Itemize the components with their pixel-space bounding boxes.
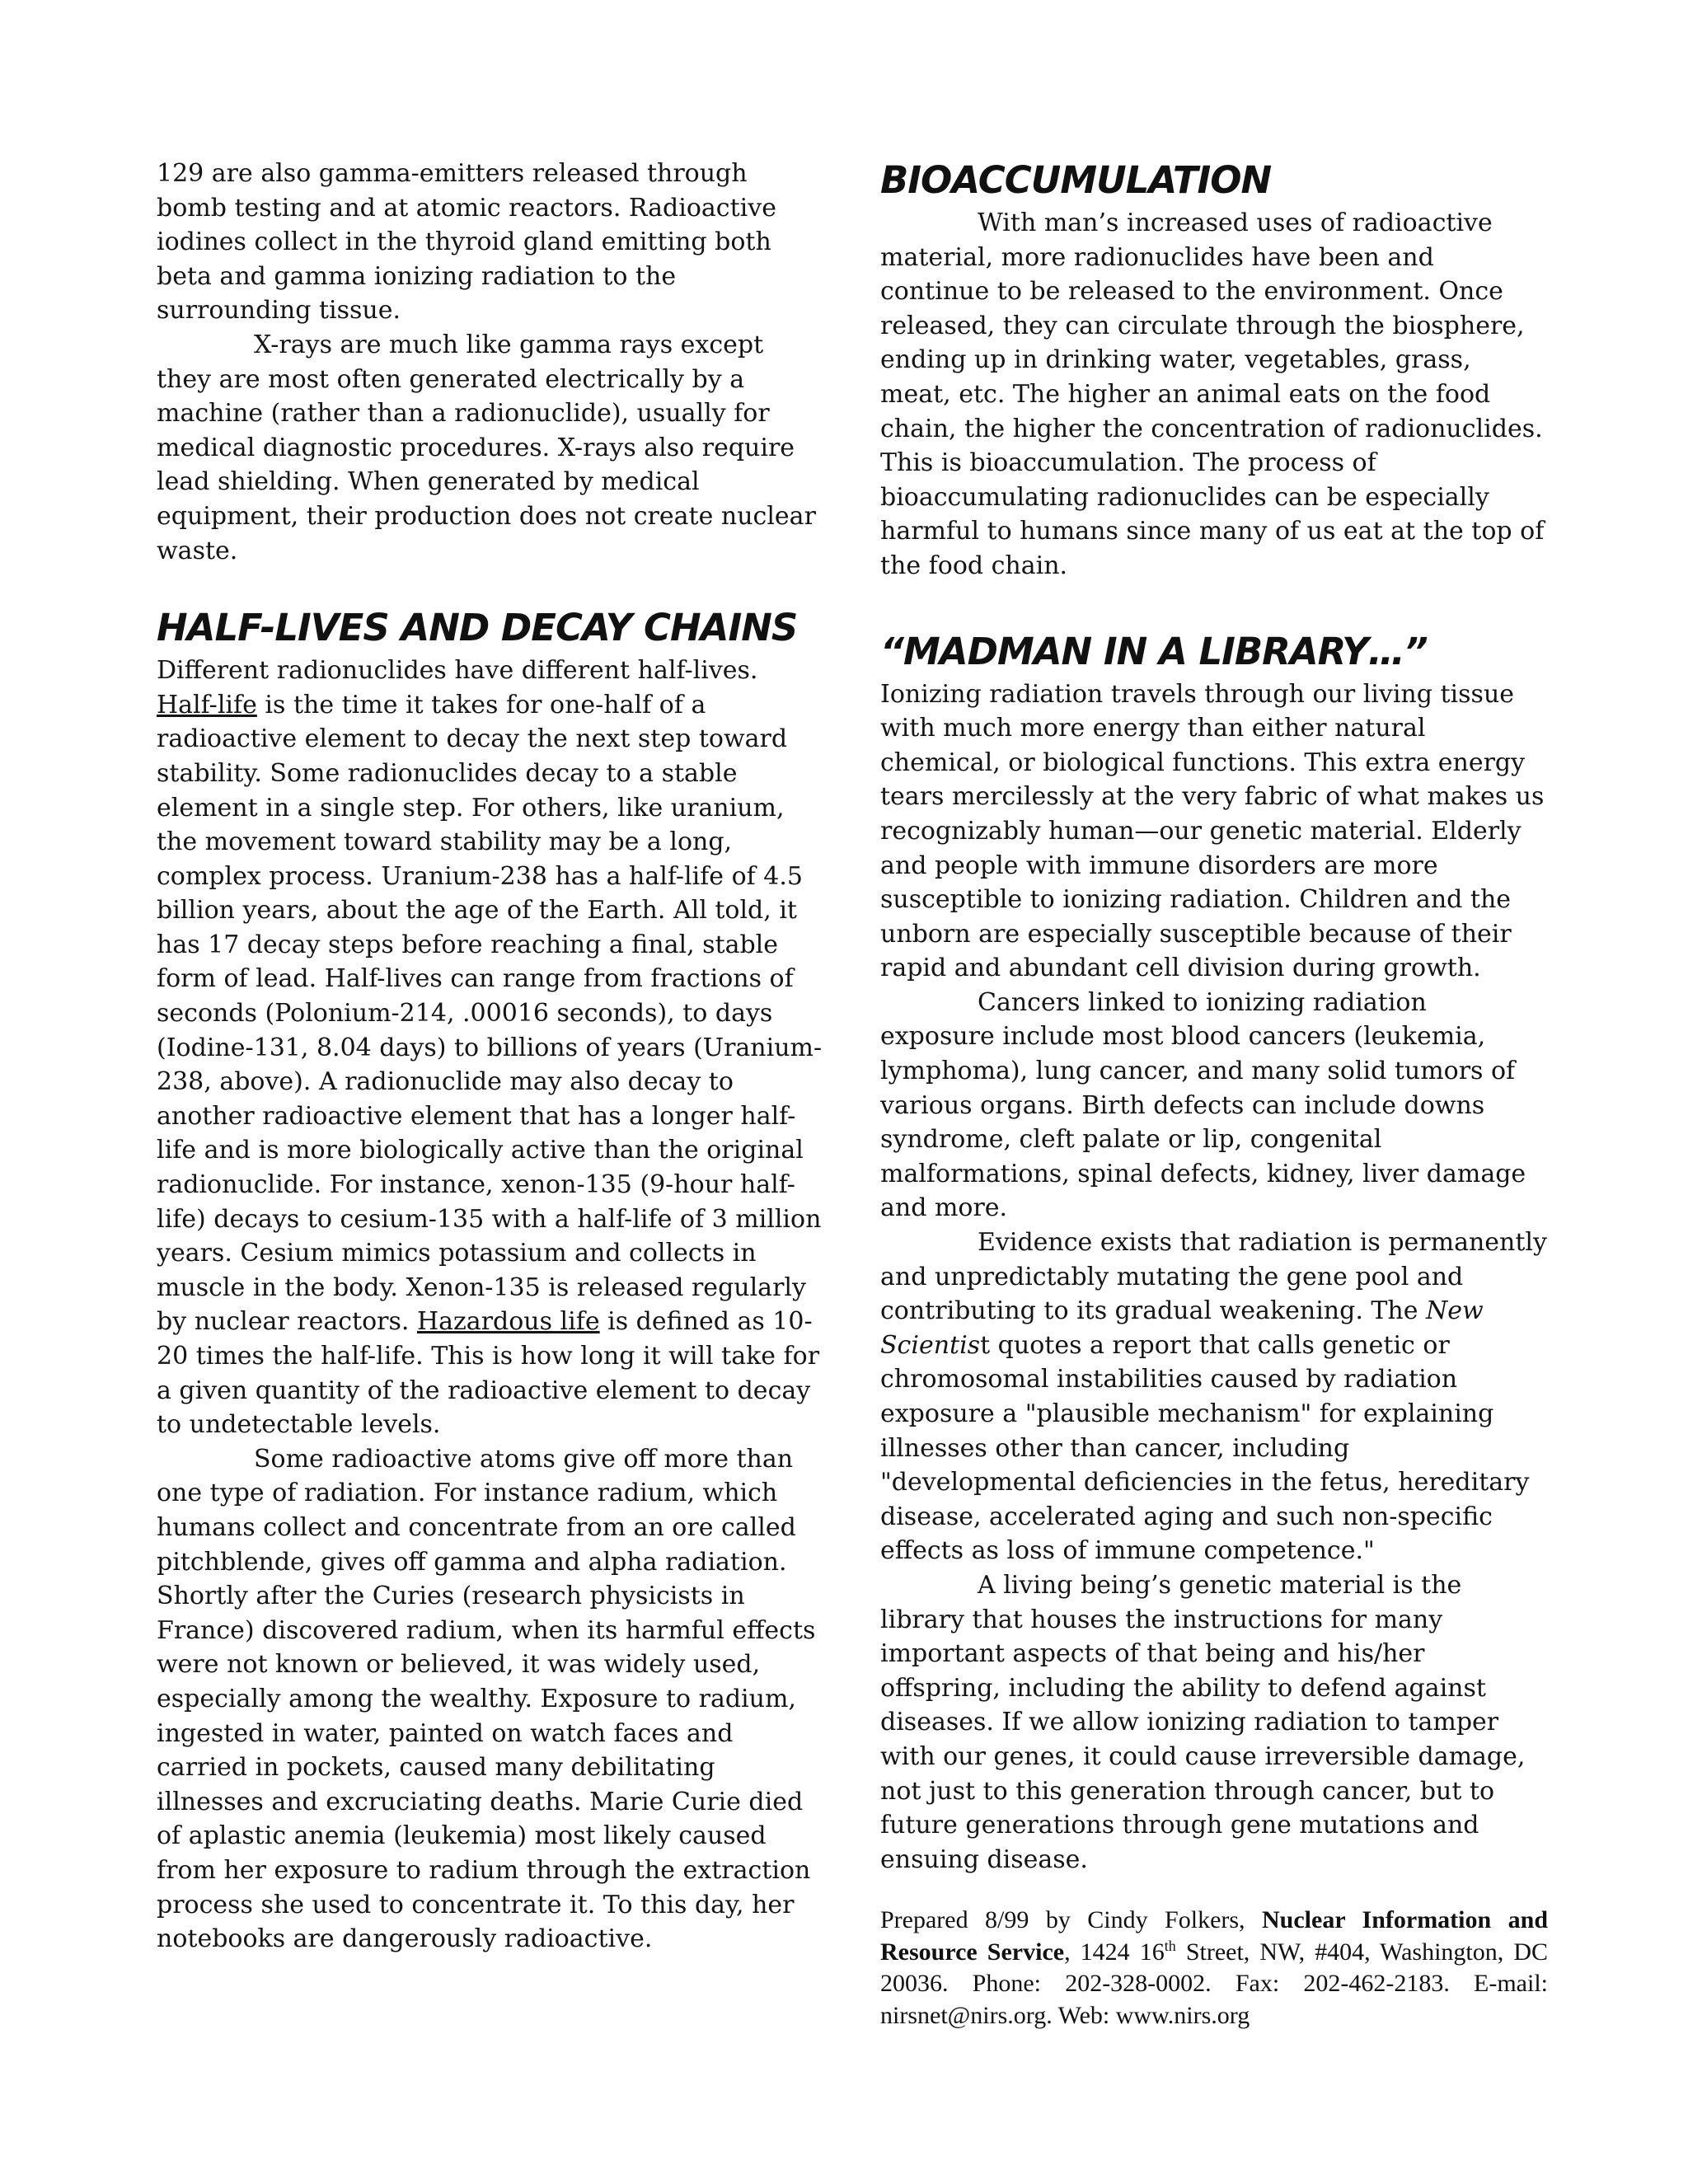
footer-org-name: Nuclear Information and Resource Service xyxy=(880,1906,1549,1966)
footer-address-a: , 1424 16 xyxy=(1064,1938,1165,1966)
footer-credits xyxy=(880,1905,1548,2032)
half-lives-text-c: is defined as 10-20 times the half-life. This is how long it will take for a given quantity of the radioactive element to decay to undetectable levels. xyxy=(157,1307,820,1440)
paragraph-gene-pool xyxy=(880,1226,1548,1568)
heading-half-lives: HALF-LIVES AND DECAY CHAINS xyxy=(157,606,798,650)
footer-ordinal-suffix: th xyxy=(1164,1937,1176,1954)
paragraph-half-lives xyxy=(157,654,824,1442)
paragraph-genetic-library: A living being’s genetic material is the library that houses the instructions for many important aspects of that being and his/her offspring, including the ability to defend against diseases. If we allow ionizing radiation to tamper with our genes, it could cause irreversible damage, not just to this generation through cancer, but to future generations through gene mutations and ensuing disease. xyxy=(880,1570,1526,1874)
footer-prefix: Prepared 8/99 by Cindy Folkers, xyxy=(880,1906,1262,1934)
footer-address-b: Street, NW, #404, Washington, DC 20036. Phone: 202-328-0002. Fax: 202-462-2183. E-mail: nirsnet@nirs.org. Web: www.nirs.org xyxy=(880,1938,1548,2029)
paragraph-ionizing-tissue: Ionizing radiation travels through our living tissue with much more energy than either natural chemical, or biological functions. This extra energy tears mercilessly at the very fabric of what makes us recognizably human—our genetic material. Elderly and people with immune disorders are more susceptible to ionizing radiation. Children and the unborn are especially susceptible because of their rapid and abundant cell division during growth. xyxy=(880,679,1545,983)
half-lives-text-a: Different radionuclides have different half-lives. xyxy=(157,656,758,686)
heading-madman-library: “MADMAN IN A LIBRARY…” xyxy=(880,629,1428,673)
paragraph-radium: Some radioactive atoms give off more than one type of radiation. For instance radium, which humans collect and concentrate from an ore called pitchblende, gives off gamma and alpha radiation. Shortly after the Curies (research physicists in France) discovered radium, when its harmful effects were not known or believed, it was widely used, especially among the wealthy. Exposure to radium, ingested in water, painted on watch faces and carried in pockets, caused many debilitating illnesses and excruciating deaths. Marie Curie died of aplastic anemia (leukemia) most likely caused from her exposure to radium through the extraction process she used to concentrate it. To this day, her notebooks are dangerously radioactive. xyxy=(157,1444,816,1954)
gene-pool-text-a: Evidence exists that radiation is permanently and unpredictably mutating the gene pool and contributing to its gradual weakening. The xyxy=(880,1228,1547,1326)
right-column xyxy=(880,157,1548,2032)
term-hazardous-life: Hazardous life xyxy=(416,1307,600,1337)
paragraph-cancers: Cancers linked to ionizing radiation exposure include most blood cancers (leukemia, lymphoma), lung cancer, and many solid tumors of various organs. Birth defects can include downs syndrome, cleft palate or lip, congenital malformations, spinal defects, kidney, liver damage and more. xyxy=(880,987,1526,1223)
term-half-life: Half-life xyxy=(157,690,257,719)
half-lives-text-b: is the time it takes for one-half of a radioactive element to decay the next step toward stability. Some radionuclides decay to a stable element in a single step. For others, like uranium, the movement toward stability may be a long, complex process. Uranium-238 has a half-life of 4.5 billion years, about the age of the Earth. All told, it has 17 decay steps before reaching a final, stable form of lead. Half-lives can range from fractions of seconds (Polonium-214, .00016 seconds), to days (Iodine-131, 8.04 days) to billions of years (Uranium-238, above). A radionuclide may also decay to another radioactive element that has a longer half-life and is more biologically active than the original radionuclide. For instance, xenon-135 (9-hour half-life) decays to cesium-135 with a half-life of 3 million years. Cesium mimics potassium and collects in muscle in the body. Xenon-135 is released regularly by nuclear reactors. xyxy=(157,690,823,1337)
paragraph-bioaccumulation: With man’s increased uses of radioactive material, more radionuclides have been and continue to be released to the environment. Once released, they can circulate through the biosphere, ending up in drinking water, vegetables, grass, meat, etc. The higher an animal eats on the food chain, the higher the concentration of radionuclides. This is bioaccumulation. The process of bioaccumulating radionuclides can be especially harmful to humans since many of us eat at the top of the food chain. xyxy=(880,209,1545,580)
paragraph-x-rays: X-rays are much like gamma rays except they are most often generated electrically by a machine (rather than a radionuclide), usually for medical diagnostic procedures. X-rays also require lead shielding. When generated by medical equipment, their production does not create nuclear waste. xyxy=(157,330,816,565)
left-column xyxy=(157,157,824,1957)
heading-bioaccumulation: BIOACCUMULATION xyxy=(880,158,1272,202)
new-scientist-title: New Scientis xyxy=(880,1296,1484,1360)
paragraph-iodine-gamma: 129 are also gamma-emitters released through bomb testing and at atomic reactors. Radioactive iodines collect in the thyroid gland emitting both beta and gamma ionizing radiation to the surrounding tissue. xyxy=(157,159,776,326)
gene-pool-text-b: t quotes a report that calls genetic or chromosomal instabilities caused by radiation exposure a "plausible mechanism" for explaining illnesses other than cancer, including "developmental deficiencies in the fetus, hereditary disease, accelerated aging and such non-specific effects as loss of immune competence." xyxy=(880,1330,1530,1566)
